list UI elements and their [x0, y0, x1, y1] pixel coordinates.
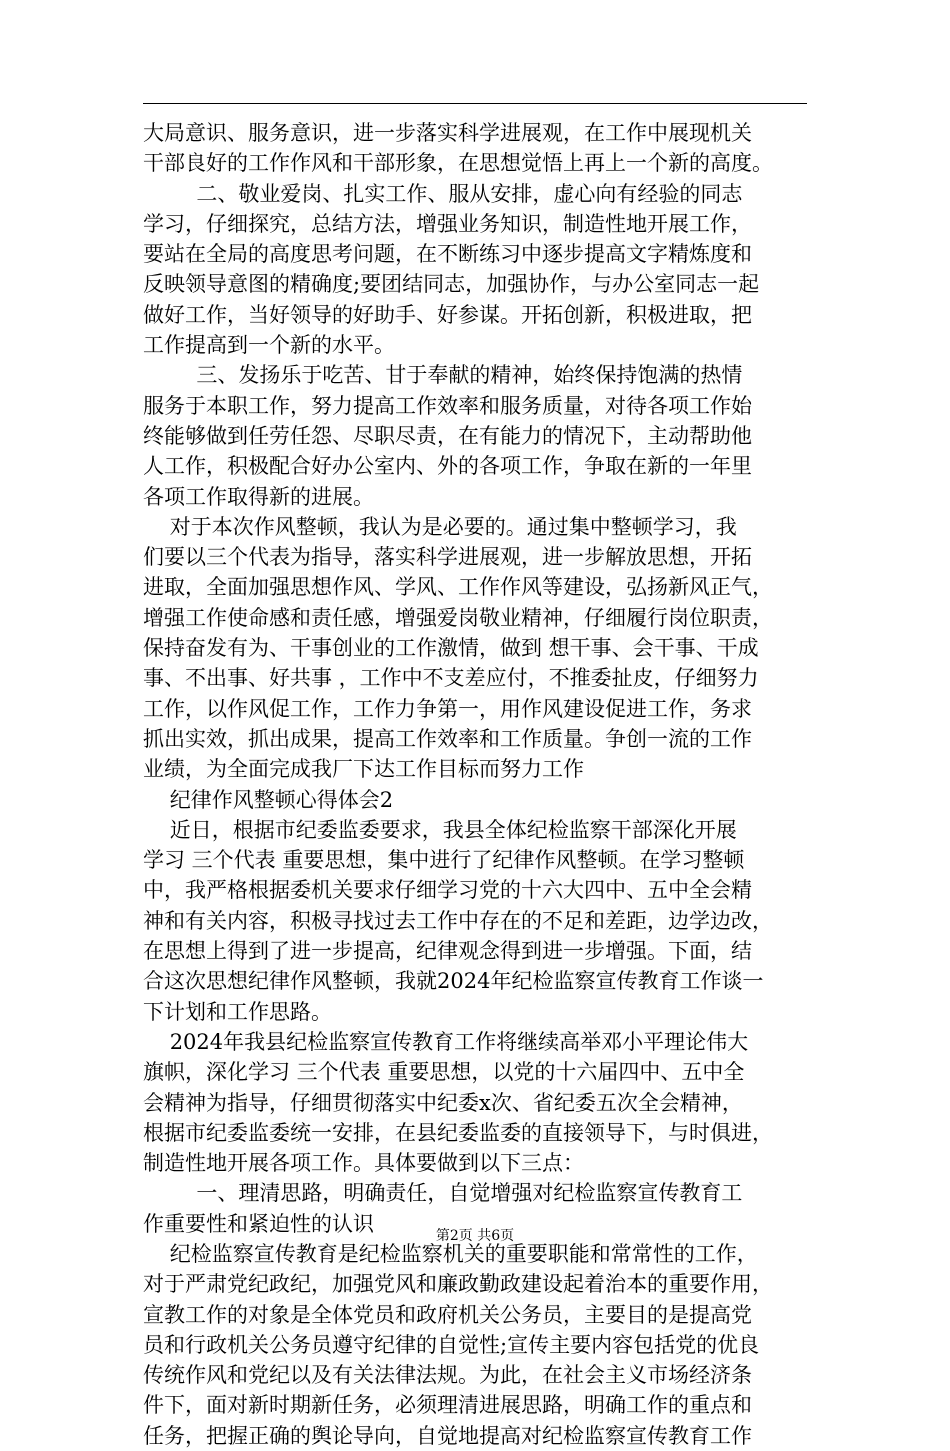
page-footer: 第2页 共6页	[435, 1228, 515, 1244]
text-line: 神和有关内容，积极寻找过去工作中存在的不足和差距，边学边改，	[143, 908, 773, 933]
text-line: 件下，面对新时期新任务，必须理清进展思路，明确工作的重点和	[143, 1393, 752, 1418]
text-line: 合这次思想纪律作风整顿，我就2024年纪检监察宣传教育工作谈一	[143, 969, 764, 994]
text-line: 各项工作取得新的进展。	[143, 484, 374, 509]
text-line: 大局意识、服务意识，进一步落实科学进展观，在工作中展现机关	[143, 121, 752, 145]
text-line: 学习，仔细探究，总结方法，增强业务知识，制造性地开展工作，	[143, 211, 752, 236]
text-line: 二、敬业爱岗、扎实工作、服从安排，虚心向有经验的同志	[143, 181, 743, 206]
text-line: 纪律作风整顿心得体会2	[143, 787, 394, 812]
document-body	[143, 118, 807, 1451]
text-line: 宣教工作的对象是全体党员和政府机关公务员，主要目的是提高党	[143, 1302, 752, 1327]
text-line: 传统作风和党纪以及有关法律法规。为此，在社会主义市场经济条	[143, 1363, 752, 1388]
text-line: 抓出实效，抓出成果，提高工作效率和工作质量。争创一流的工作	[143, 726, 752, 751]
text-line: 下计划和工作思路。	[143, 999, 332, 1024]
text-line: 增强工作使命感和责任感，增强爱岗敬业精神，仔细履行岗位职责，	[143, 605, 773, 630]
text-line: 在思想上得到了进一步提高，纪律观念得到进一步增强。下面，结	[143, 939, 752, 964]
text-line: 旗帜，深化学习 三个代表 重要思想，以党的十六届四中、五中全	[143, 1060, 745, 1085]
text-line: 员和行政机关公务员遵守纪律的自觉性;宣传主要内容包括党的优良	[143, 1332, 760, 1357]
text-line: 做好工作，当好领导的好助手、好参谋。开拓创新，积极进取，把	[143, 302, 752, 327]
header-rule	[143, 103, 807, 104]
text-line: 三、发扬乐于吃苦、甘于奉献的精神，始终保持饱满的热情	[143, 363, 743, 388]
text-line: 终能够做到任劳任怨、尽职尽责，在有能力的情况下，主动帮助他	[143, 423, 752, 448]
text-line: 工作提高到一个新的水平。	[143, 333, 395, 358]
text-line: 干部良好的工作作风和干部形象，在思想觉悟上再上一个新的高度。	[143, 151, 773, 176]
text-line: 中，我严格根据委机关要求仔细学习党的十六大四中、五中全会精	[143, 878, 752, 903]
text-line: 业绩，为全面完成我厂下达工作目标而努力工作	[143, 757, 584, 782]
text-line: 根据市纪委监委统一安排，在县纪委监委的直接领导下，与时俱进，	[143, 1120, 773, 1145]
text-line: 纪检监察宣传教育是纪检监察机关的重要职能和常常性的工作，	[143, 1241, 758, 1266]
text-line: 工作，以作风促工作，工作力争第一，用作风建设促进工作，务求	[143, 696, 752, 721]
text-line: 要站在全局的高度思考问题，在不断练习中逐步提高文字精炼度和	[143, 242, 752, 267]
text-line: 任务，把握正确的舆论导向，自觉地提高对纪检监察宣传教育工作	[143, 1423, 752, 1448]
text-line: 对于严肃党纪政纪，加强党风和廉政勤政建设起着治本的重要作用，	[143, 1272, 773, 1297]
text-line: 人工作，积极配合好办公室内、外的各项工作，争取在新的一年里	[143, 454, 752, 479]
text-line: 对于本次作风整顿，我认为是必要的。通过集中整顿学习，我	[143, 514, 737, 539]
text-line: 一、理清思路，明确责任，自觉增强对纪检监察宣传教育工	[143, 1181, 743, 1206]
text-line: 事、不出事、好共事 ，工作中不支差应付，不推委扯皮，仔细努力	[143, 666, 759, 691]
text-line: 制造性地开展各项工作。具体要做到以下三点：	[143, 1151, 584, 1176]
text-line: 学习 三个代表 重要思想，集中进行了纪律作风整顿。在学习整顿	[143, 848, 745, 873]
text-line: 会精神为指导，仔细贯彻落实中纪委x次、省纪委五次全会精神，	[143, 1090, 743, 1115]
text-line: 反映领导意图的精确度;要团结同志，加强协作，与办公室同志一起	[143, 272, 760, 297]
text-line: 近日，根据市纪委监委要求，我县全体纪检监察干部深化开展	[143, 817, 737, 842]
text-line: 作重要性和紧迫性的认识	[143, 1211, 374, 1236]
text-line: 服务于本职工作，努力提高工作效率和服务质量，对待各项工作始	[143, 393, 752, 418]
text-line: 2024年我县纪检监察宣传教育工作将继续高举邓小平理论伟大	[143, 1029, 749, 1054]
text-line: 进取，全面加强思想作风、学风、工作作风等建设，弘扬新风正气，	[143, 575, 773, 600]
text-line: 们要以三个代表为指导，落实科学进展观，进一步解放思想，开拓	[143, 545, 752, 570]
text-line: 保持奋发有为、干事创业的工作激情，做到 想干事、会干事、干成	[143, 636, 759, 661]
